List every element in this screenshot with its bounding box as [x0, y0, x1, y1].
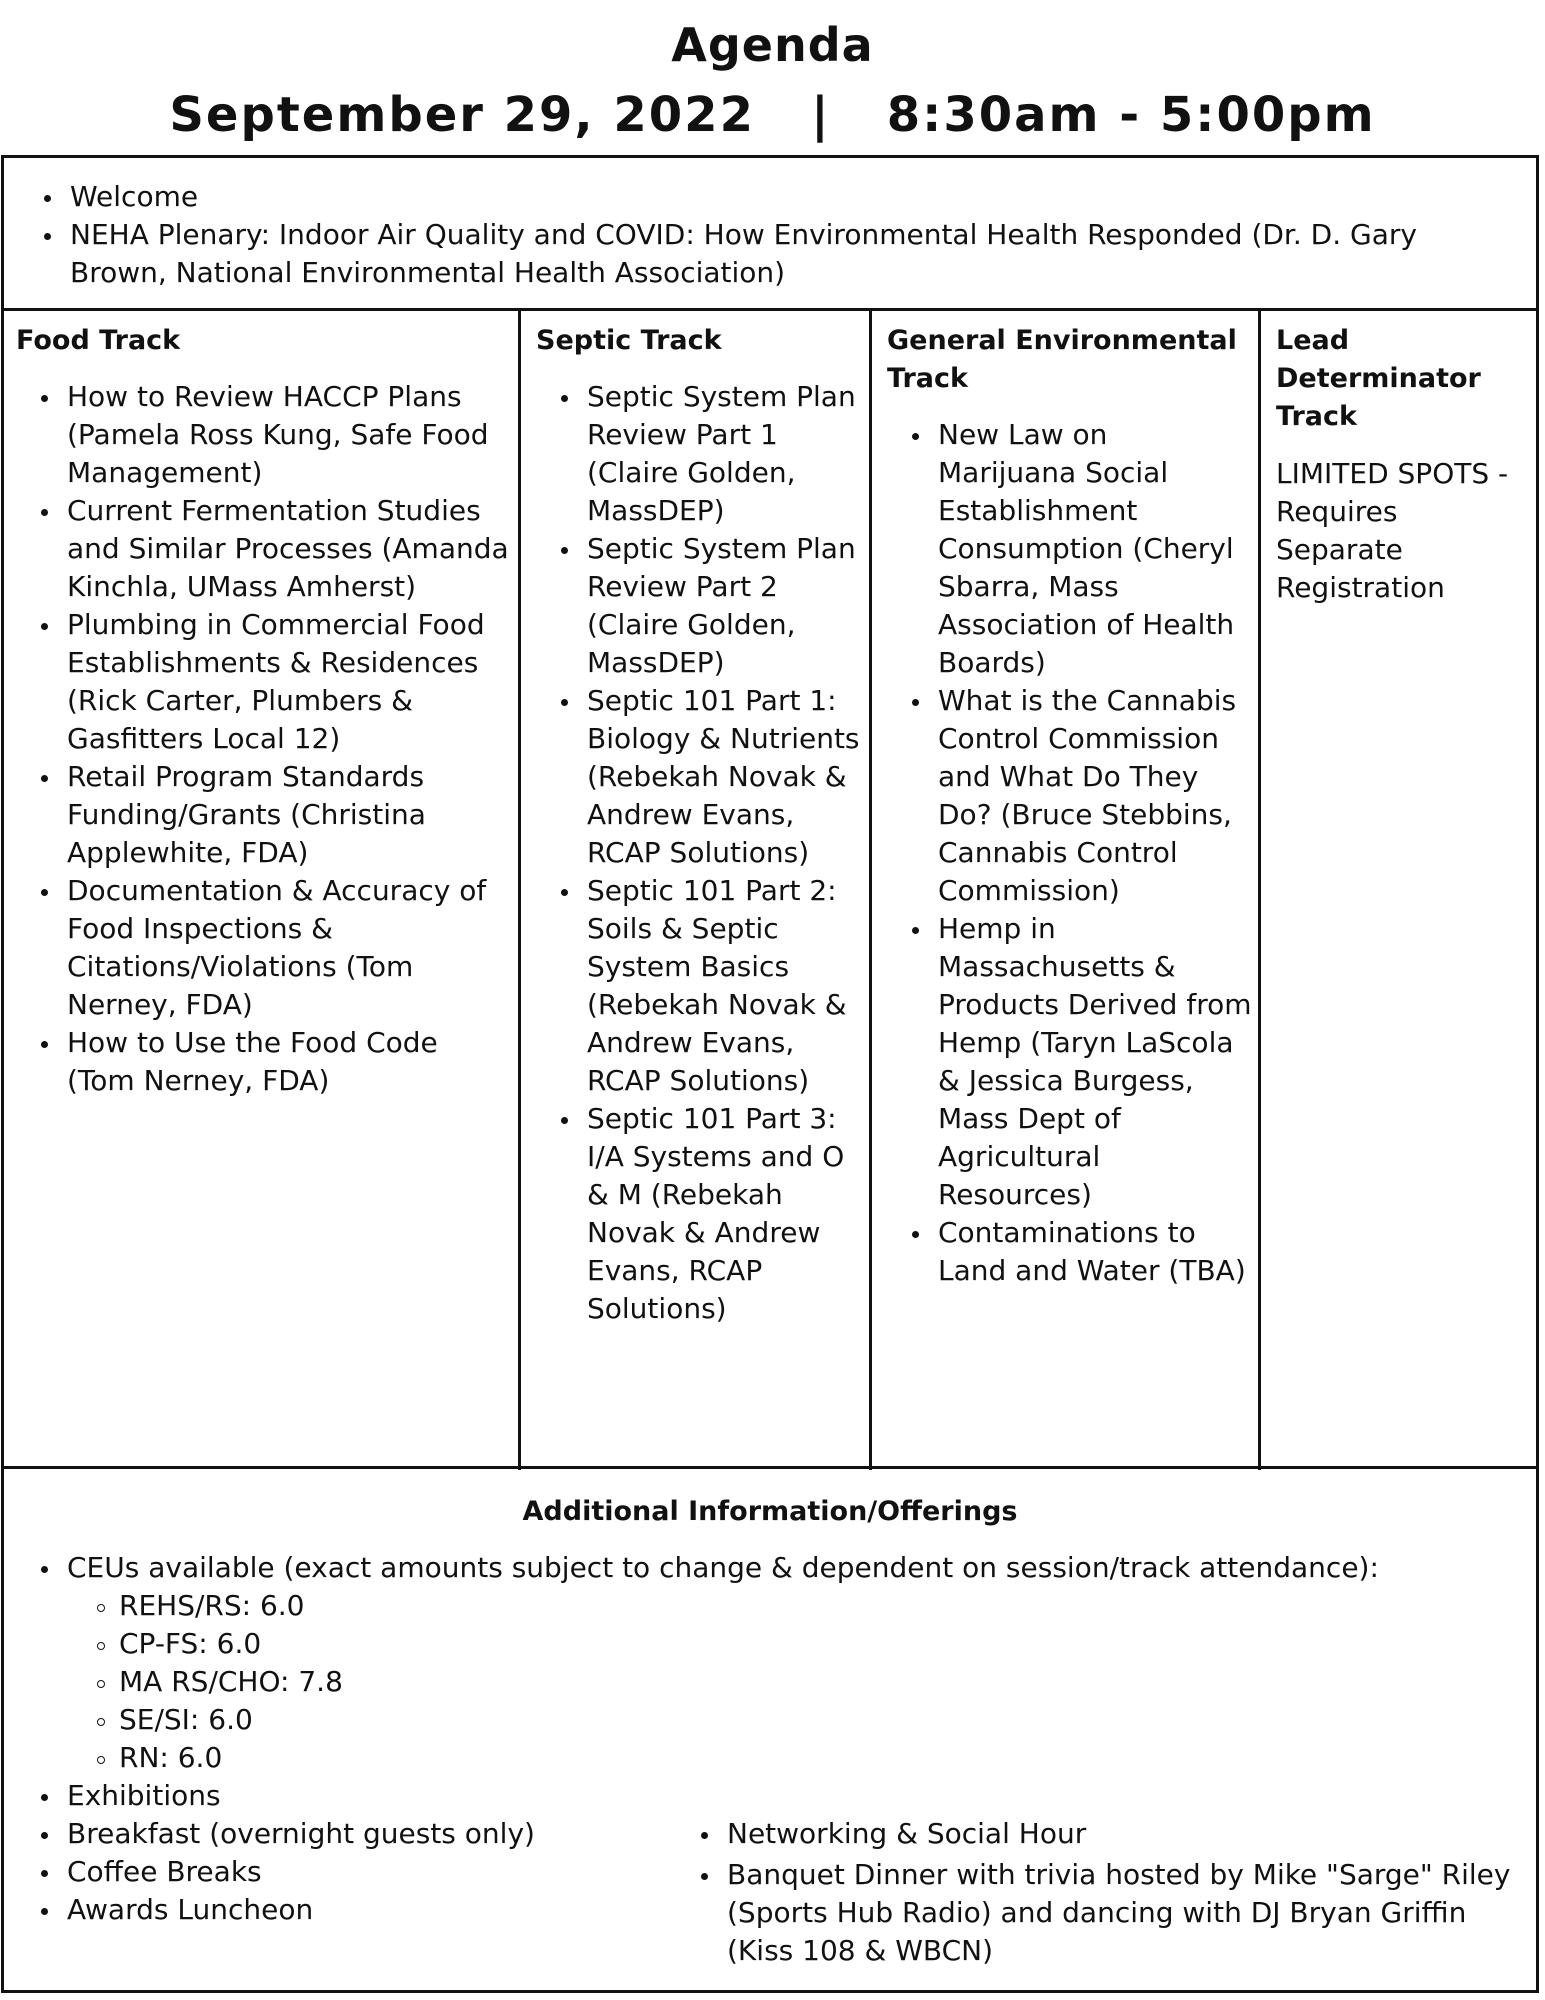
- list-item: Banquet Dinner with trivia hosted by Mike "Sarge" Riley (Sports Hub Radio) and dancing with DJ Bryan Griffin (Kiss 108 & WBCN): [661, 1856, 1531, 1970]
- list-item: Plumbing in Commercial Food Establishments & Residences (Rick Carter, Plumbers & Gasfitters Local 12): [1, 606, 512, 758]
- list-item: Septic 101 Part 3: I/A Systems and O & M (Rebekah Novak & Andrew Evans, RCAP Solutions): [521, 1100, 863, 1328]
- list-item: Networking & Social Hour: [661, 1815, 1531, 1853]
- list-item: Septic System Plan Review Part 1 (Claire Golden, MassDEP): [521, 378, 863, 530]
- track-title: Lead Determinator Track: [1276, 325, 1481, 432]
- list-item: Retail Program Standards Funding/Grants (Christina Applewhite, FDA): [1, 758, 512, 872]
- list-item: Septic System Plan Review Part 2 (Claire Golden, MassDEP): [521, 530, 863, 682]
- ceu-intro-text: CEUs available (exact amounts subject to change & dependent on session/track attendance):: [67, 1551, 1379, 1584]
- list-item: Current Fermentation Studies and Similar Processes (Amanda Kinchla, UMass Amherst): [1, 492, 512, 606]
- list-item: Septic 101 Part 2: Soils & Septic System Basics (Rebekah Novak & Andrew Evans, RCAP Solutions): [521, 872, 863, 1100]
- list-item: How to Review HACCP Plans (Pamela Ross Kung, Safe Food Management): [1, 378, 512, 492]
- plenary-list: [4, 178, 1516, 292]
- lead-determinator-track-column: [1258, 308, 1539, 1470]
- additional-right-list: [661, 1815, 1531, 1970]
- septic-track-column: [518, 308, 871, 1470]
- list-item: Hemp in Massachusetts & Products Derived from Hemp (Taryn LaScola & Jessica Burgess, Mass Dept of Agricultural Resources): [872, 910, 1252, 1214]
- tracks-table: [1, 308, 1539, 1470]
- date-time-subtitle: September 29, 2022 | 8:30am - 5:00pm: [169, 87, 1376, 143]
- section-title: Additional Information/Offerings: [522, 1496, 1018, 1527]
- general-environmental-track-column: [869, 308, 1260, 1470]
- track-title: General Environmental Track: [887, 325, 1237, 394]
- track-title: Septic Track: [536, 325, 722, 356]
- list-item: Contaminations to Land and Water (TBA): [872, 1214, 1252, 1290]
- additional-info-section: [1, 1466, 1539, 1993]
- list-item: Coffee Breaks: [1, 1853, 651, 1891]
- list-item: Welcome: [4, 178, 1516, 216]
- list-item: Septic 101 Part 1: Biology & Nutrients (Rebekah Novak & Andrew Evans, RCAP Solutions): [521, 682, 863, 872]
- ceu-item: MA RS/CHO: 7.8: [1, 1663, 651, 1701]
- ceu-item: CP-FS: 6.0: [1, 1625, 651, 1663]
- ceu-item: RN: 6.0: [1, 1739, 651, 1777]
- list-item: What is the Cannabis Control Commission and What Do They Do? (Bruce Stebbins, Cannabis Control Commission): [872, 682, 1252, 910]
- plenary-section: [1, 155, 1539, 311]
- ceu-intro-item: [1, 1549, 1467, 1587]
- list-item: Awards Luncheon: [1, 1891, 651, 1929]
- ceu-item: REHS/RS: 6.0: [1, 1587, 651, 1625]
- septic-track-list: [521, 378, 863, 1328]
- list-item: How to Use the Food Code (Tom Nerney, FDA): [1, 1024, 512, 1100]
- list-item: Documentation & Accuracy of Food Inspections & Citations/Violations (Tom Nerney, FDA): [1, 872, 512, 1024]
- track-title: Food Track: [16, 325, 181, 356]
- page-title: Agenda: [671, 18, 874, 72]
- registration-note: LIMITED SPOTS - Requires Separate Registration: [1276, 457, 1509, 604]
- list-item: NEHA Plenary: Indoor Air Quality and COVID: How Environmental Health Responded (Dr. D. Gary Brown, National Environmental Health Association): [4, 216, 1516, 292]
- list-item: Exhibitions: [1, 1777, 651, 1815]
- list-item: New Law on Marijuana Social Establishment Consumption (Cheryl Sbarra, Mass Association of Health Boards): [872, 416, 1252, 682]
- food-track-list: [1, 378, 512, 1100]
- list-item: Breakfast (overnight guests only): [1, 1815, 651, 1853]
- ceu-item: SE/SI: 6.0: [1, 1701, 651, 1739]
- food-track-column: [1, 308, 520, 1470]
- general-track-list: [872, 416, 1252, 1290]
